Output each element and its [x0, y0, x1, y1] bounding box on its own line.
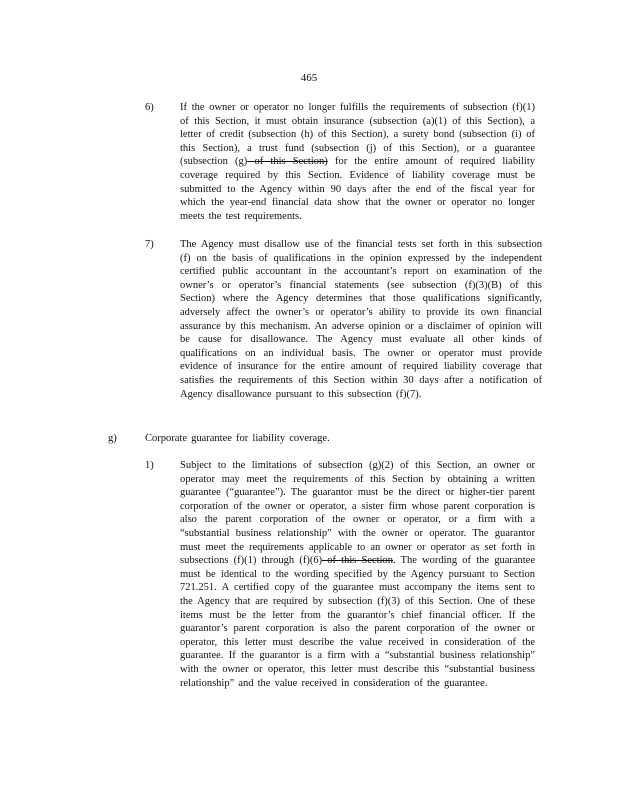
- item-1-text: [180, 459, 535, 690]
- item-1-marker: 1): [145, 460, 154, 471]
- item-1-struck-text: of this Section: [322, 555, 393, 567]
- item-1-text-part-b: . The wording of the guarantee must be identical to the wording specified by the Agency pursuant to Section 721.251. A certified copy of the guarantee must accompany the items sent to the Agency that are required by subsection (f)(3) of this Section. One of these items must be the letter from the guarantor’s chief financial officer. If the guarantor’s parent corporation is also the parent corporation of the owner or operator, this letter must describe the value received in consideration of the guarantee. If the guarantor is a firm with a “substantial business relationship” with the owner or operator, this letter must describe this “substantial business relationship” and the value received in consideration of the guarantee.: [180, 555, 535, 689]
- section-g-heading: Corporate guarantee for liability coverage.: [145, 433, 330, 444]
- item-1-text-part-a: Subject to the limitations of subsection (g)(2) of this Section, an owner or operator may meet the requirements of this Section by obtaining a written guarantee (“guarantee”). The guarantor must be the direct or higher-tier parent corporation of the owner or operator, a sister firm whose parent corporation is also the parent corporation of the owner or operator, or a firm with a “substantial business relationship” with the owner or operator. The guarantor must meet the requirements applicable to an owner or operator as set forth in subsections (f)(1) through (f)(6): [180, 460, 535, 567]
- item-6-text: [180, 101, 535, 223]
- item-7-text: The Agency must disallow use of the financial tests set forth in this subsection (f) on the basis of qualifications in the opinion expressed by the independent certified public accountant in the accountant’s report on examination of the owner’s or operator’s financial statements (see subsection (f)(3)(B) of this Section) where the Agency determines that those qualifications significantly, adversely affect the owner’s or operator’s ability to provide its own financial assurance by this mechanism. An adverse opinion or a disclaimer of opinion will be cause for disallowance. The Agency must evaluate all other kinds of qualifications on an individual basis. The owner or operator must provide evidence of insurance for the entire amount of required liability coverage that satisfies the requirements of this Section within 30 days after a notification of Agency disallowance pursuant to this subsection (f)(7).: [180, 239, 542, 400]
- section-g-marker: g): [108, 433, 117, 444]
- item-6-marker: 6): [145, 102, 154, 113]
- item-6-struck-text: of this Section): [247, 156, 328, 168]
- item-6-text-part-b: for the entire amount of required liability coverage required by this Section. Evidence of liability coverage must be submitted to the Agency within 90 days after the end of the fiscal year for which the year-end financial data show that the owner or operator no longer meets the test requirements.: [180, 156, 535, 222]
- page-number: 465: [300, 72, 318, 84]
- item-6-text-part-a: If the owner or operator no longer fulfills the requirements of subsection (f)(1) of this Section, it must obtain insurance (subsection (a)(1) of this Section), a letter of credit (subsection (h) of this Section), a surety bond (subsection (i) of this Section), a trust fund (subsection (j) of this Section), or a guarantee (subsection (g): [180, 102, 535, 168]
- item-7-marker: 7): [145, 239, 154, 250]
